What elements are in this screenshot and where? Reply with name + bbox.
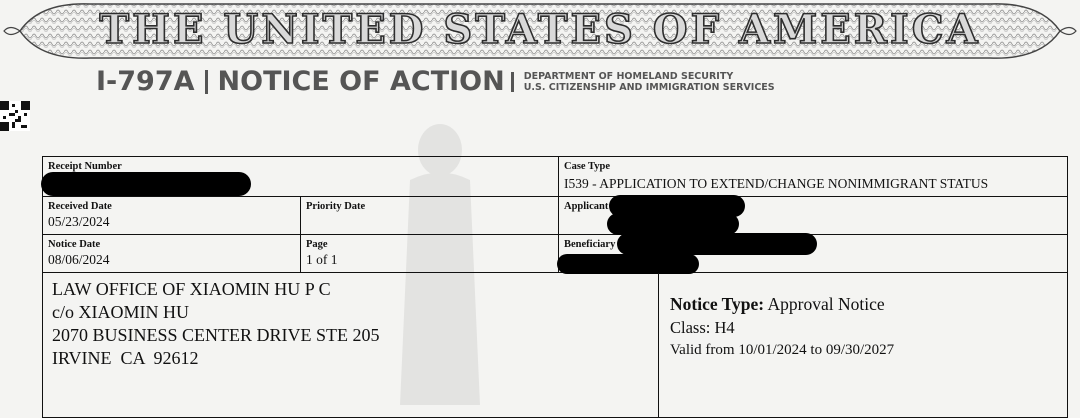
address-line-2: c/o XIAOMIN HU bbox=[52, 302, 189, 322]
redaction-bar bbox=[607, 213, 739, 235]
notice-title: NOTICE OF ACTION bbox=[217, 66, 505, 97]
agency-line-2: U.S. CITIZENSHIP AND IMMIGRATION SERVICES bbox=[523, 81, 775, 93]
case-type-cell bbox=[559, 157, 1067, 197]
address-line-4: IRVINE CA 92612 bbox=[52, 348, 199, 368]
received-date-label: Received Date bbox=[48, 201, 112, 212]
class-text: Class: H4 bbox=[670, 318, 735, 337]
header-separator bbox=[511, 72, 514, 92]
qr-code-icon bbox=[0, 100, 30, 132]
notice-type-block bbox=[670, 294, 894, 359]
receipt-number-cell bbox=[43, 157, 559, 197]
notice-date-label: Notice Date bbox=[48, 239, 101, 250]
address-line-3: 2070 BUSINESS CENTER DRIVE STE 205 bbox=[52, 325, 380, 345]
notice-header bbox=[96, 66, 775, 97]
notice-date-value: 08/06/2024 bbox=[48, 252, 110, 267]
priority-date-label: Priority Date bbox=[306, 201, 366, 212]
notice-type-label: Notice Type: bbox=[670, 294, 765, 314]
applicant-label: Applicant bbox=[564, 201, 609, 212]
page-value: 1 of 1 bbox=[306, 252, 338, 267]
receipt-number-label: Receipt Number bbox=[48, 161, 122, 172]
banner-title: THE UNITED STATES OF AMERICA bbox=[99, 6, 981, 53]
validity-text: Valid from 10/01/2024 to 09/30/2027 bbox=[670, 342, 895, 358]
mailing-address bbox=[52, 278, 380, 370]
page-label: Page bbox=[306, 239, 328, 250]
agency-line-1: DEPARTMENT OF HOMELAND SECURITY bbox=[523, 70, 734, 82]
page-cell bbox=[301, 235, 559, 273]
redaction-bar bbox=[557, 254, 699, 274]
beneficiary-cell bbox=[559, 235, 1067, 273]
agency-name bbox=[524, 71, 775, 93]
header-separator bbox=[205, 70, 208, 94]
address-line-1: LAW OFFICE OF XIAOMIN HU P C bbox=[52, 279, 331, 299]
form-id: I-797A bbox=[96, 66, 195, 97]
received-date-cell bbox=[43, 197, 301, 235]
notice-type-value: Approval Notice bbox=[767, 294, 885, 314]
redaction-bar bbox=[617, 233, 817, 255]
case-type-value: I539 - APPLICATION TO EXTEND/CHANGE NONIMMIGRANT STATUS bbox=[564, 176, 989, 191]
banner bbox=[0, 0, 1080, 62]
applicant-cell bbox=[559, 197, 1067, 235]
received-date-value: 05/23/2024 bbox=[48, 214, 110, 229]
notice-date-cell bbox=[43, 235, 301, 273]
redaction-bar bbox=[41, 172, 251, 196]
beneficiary-label: Beneficiary bbox=[564, 239, 616, 250]
case-type-label: Case Type bbox=[564, 161, 610, 172]
priority-date-cell bbox=[301, 197, 559, 235]
